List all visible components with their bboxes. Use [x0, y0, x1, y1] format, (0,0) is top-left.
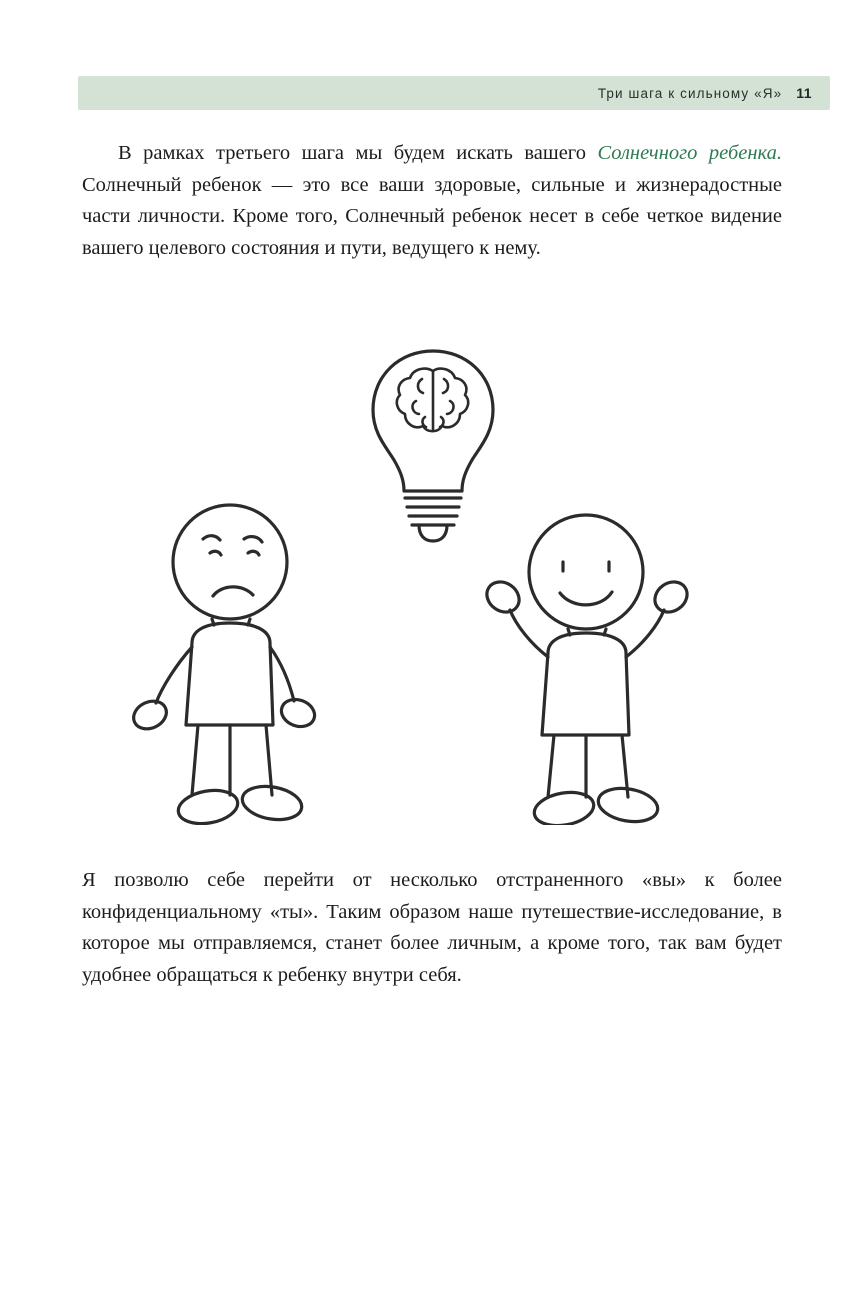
- paragraph-first-rest: Солнечный ребенок — это все ваши здоровые, сильные и жизнерадостные части личности. Кроме того, Солнечный ребенок несет в себе четкое видение вашего целевого состояния и пути, ведущего к нему.: [82, 173, 782, 259]
- paragraph-second: Я позволю себе перейти от несколько отстраненного «вы» к более конфиденциальному «ты». Таким образом наше путешествие-исследование, в которое мы отправляемся, станет более личным, а кроме того, так вам будет удобнее обращаться к ребенку внутри себя.: [82, 869, 782, 986]
- lightbulb-with-brain-icon: [373, 351, 493, 541]
- illustration-figure: [120, 325, 760, 825]
- running-head-title: Три шага к сильному «Я»: [597, 85, 783, 101]
- page-number: 11: [796, 85, 812, 101]
- running-head-band: [78, 76, 830, 110]
- happy-stick-figure: [481, 515, 693, 825]
- paragraph-first-lead: В рамках третьего шага мы будем искать вашего: [118, 142, 598, 164]
- paragraph-first: [82, 138, 782, 264]
- highlighted-term: Солнечного ребенка.: [597, 142, 782, 164]
- sad-stick-figure: [129, 505, 318, 825]
